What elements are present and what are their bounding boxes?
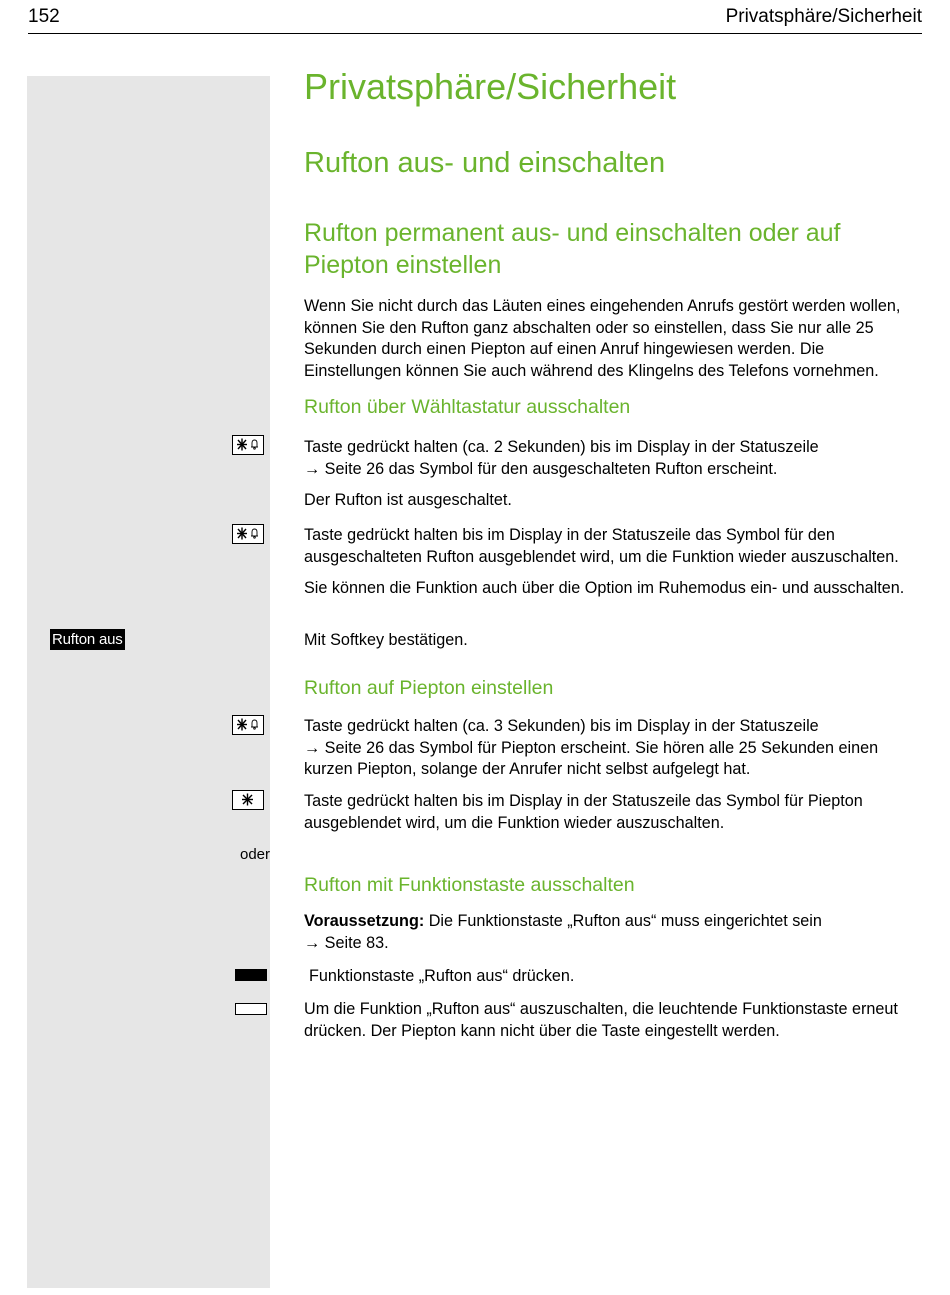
step-hold-key-2s: Taste gedrückt halten (ca. 2 Sekunden) bis im Display in der Statuszeile → Seite 26 das Symbol für den ausgeschalteten Rufton erscheint. — [304, 438, 819, 478]
prerequisite: Voraussetzung: Die Funktionstaste „Rufton aus“ muss eingerichtet sein → Seite 83. — [304, 912, 822, 952]
running-header: Privatsphäre/Sicherheit — [725, 6, 922, 27]
step-press-function-key: Funktionstaste „Rufton aus“ drücken. — [309, 967, 575, 985]
page-title: Privatsphäre/Sicherheit — [304, 66, 677, 107]
intro-paragraph: Wenn Sie nicht durch das Läuten eines eingehenden Anrufs gestört werden wollen, können Sie den Rufton ganz abschalten oder so einstellen, dass Sie nur alle 25 Sekunden durch einen Piepton auf einen Anruf hingewiesen werden. Die Einstellungen können Sie auch während des Klingelns des Telefons vornehmen. — [304, 297, 901, 380]
function-key-icon[interactable] — [235, 1003, 267, 1015]
result-ringer-off: Der Rufton ist ausgeschaltet. — [304, 491, 512, 509]
chapter-title: Rufton aus- und einschalten — [304, 147, 666, 179]
oder-label: oder — [240, 846, 271, 863]
step-hold-key-beep-off: Taste gedrückt halten bis im Display in der Statuszeile das Symbol für Piepton ausgeblendet wird, um die Funktion wieder auszuschalten. — [304, 792, 863, 832]
softkey-rufton-aus[interactable]: Rufton aus — [52, 631, 123, 648]
section-title: Rufton permanent aus- und einschalten oder auf Piepton einstellen — [304, 219, 841, 279]
page-number: 152 — [28, 6, 60, 27]
star-key-icon — [232, 790, 264, 810]
heading-beep: Rufton auf Piepton einstellen — [304, 677, 554, 699]
step-hold-key-3s: Taste gedrückt halten (ca. 3 Sekunden) bis im Display in der Statuszeile → Seite 26 das Symbol für Piepton erscheint. Sie hören alle 25 Sekunden einen kurzen Piepton, solange der Anrufer nicht selbst aufgelegt hat. — [304, 717, 879, 779]
header-rule — [28, 33, 922, 34]
star-bell-key-icon — [232, 715, 264, 735]
step-hold-key-off: Taste gedrückt halten bis im Display in der Statuszeile das Symbol für den ausgeschalteten Rufton ausgeblendet wird, um die Funktion wieder auszuschalten. — [304, 526, 899, 566]
heading-ringer-off-keypad: Rufton über Wähltastatur ausschalten — [304, 396, 631, 418]
step-press-function-key-again: Um die Funktion „Rufton aus“ auszuschalten, die leuchtende Funktionstaste erneut drücken. Der Piepton kann nicht über die Taste eingestellt werden. — [304, 1000, 898, 1040]
heading-function-key: Rufton mit Funktionstaste ausschalten — [304, 874, 635, 896]
step-confirm-softkey: Mit Softkey bestätigen. — [304, 631, 468, 649]
star-bell-key-icon — [232, 524, 264, 544]
note-idle-option: Sie können die Funktion auch über die Option im Ruhemodus ein- und ausschalten. — [304, 579, 905, 597]
star-bell-key-icon — [232, 435, 264, 455]
sidebar — [27, 76, 270, 1288]
function-key-lit-icon[interactable] — [235, 969, 267, 981]
